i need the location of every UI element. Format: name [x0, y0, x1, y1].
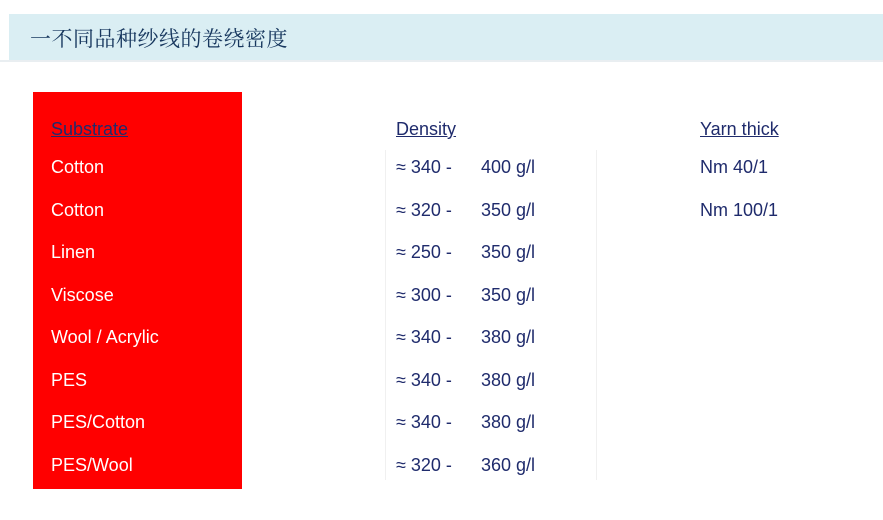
column-separator-left	[385, 150, 386, 480]
table-row	[396, 409, 596, 452]
table-row	[700, 409, 870, 452]
table-row	[396, 154, 596, 197]
table-row	[396, 452, 596, 495]
table-row	[700, 324, 870, 367]
column-separator-right	[596, 150, 597, 480]
table-row: Nm 100/1	[700, 199, 779, 220]
density-low: ≈ 340 -	[396, 369, 452, 390]
page-title: 一不同品种纱线的卷绕密度	[30, 28, 288, 51]
density-high: 380 g/l	[481, 412, 536, 432]
table-row	[700, 452, 870, 495]
yarn-column-header: Yarn thick	[700, 119, 779, 139]
table-row	[700, 239, 870, 282]
substrate-column-header: Substrate	[51, 119, 129, 139]
density-high: 360 g/l	[481, 454, 536, 475]
density-high: 380 g/l	[481, 327, 536, 347]
density-low: ≈ 250 -	[396, 242, 452, 262]
list-item: PES	[51, 369, 88, 390]
substrate-list	[51, 119, 241, 494]
table-row	[700, 367, 870, 410]
list-item: Linen	[51, 242, 96, 262]
table-row	[700, 282, 870, 325]
substrate-panel	[33, 92, 242, 489]
list-item: Wool / Acrylic	[51, 327, 159, 347]
table-row	[396, 367, 596, 410]
density-column-header: Density	[396, 119, 457, 139]
density-column	[396, 119, 596, 494]
density-high: 350 g/l	[481, 199, 536, 220]
density-high: 350 g/l	[481, 242, 536, 262]
table-row	[396, 239, 596, 282]
list-item: Cotton	[51, 199, 105, 220]
density-low: ≈ 340 -	[396, 157, 452, 177]
density-low: ≈ 340 -	[396, 412, 452, 432]
title-accent-bar	[0, 14, 9, 60]
table-row	[396, 197, 596, 240]
list-item: PES/Cotton	[51, 412, 146, 432]
density-low: ≈ 300 -	[396, 284, 452, 305]
list-item: Viscose	[51, 284, 114, 305]
density-low: ≈ 320 -	[396, 454, 452, 475]
density-low: ≈ 320 -	[396, 199, 452, 220]
density-high: 380 g/l	[481, 369, 536, 390]
list-item: PES/Wool	[51, 454, 133, 475]
table-row: Nm 40/1	[700, 157, 769, 177]
table-row	[396, 324, 596, 367]
yarn-column	[700, 119, 870, 494]
density-high: 400 g/l	[481, 157, 536, 177]
density-low: ≈ 340 -	[396, 327, 452, 347]
density-high: 350 g/l	[481, 284, 536, 305]
table-row	[396, 282, 596, 325]
title-divider	[0, 60, 883, 62]
title-banner	[0, 14, 883, 60]
list-item: Cotton	[51, 157, 105, 177]
